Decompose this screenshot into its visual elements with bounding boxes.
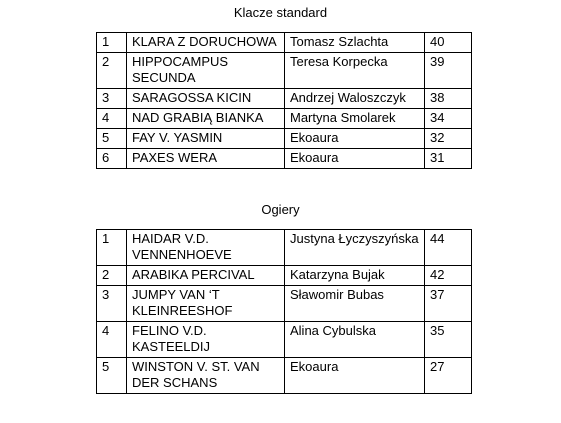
horse-name-cell: ARABIKA PERCIVAL (127, 266, 285, 286)
owner-cell: Teresa Korpecka (285, 53, 425, 89)
rank-cell: 3 (97, 286, 127, 322)
horse-name-cell: KLARA Z DORUCHOWA (127, 33, 285, 53)
rank-cell: 6 (97, 149, 127, 169)
section-title-stallions: Ogiery (261, 202, 300, 217)
results-table-mares (96, 32, 472, 169)
owner-cell: Katarzyna Bujak (285, 266, 425, 286)
table-row (97, 109, 472, 129)
rank-cell: 1 (97, 230, 127, 266)
owner-cell: Ekoaura (285, 149, 425, 169)
score-cell: 39 (425, 53, 472, 89)
owner-cell: Andrzej Waloszczyk (285, 89, 425, 109)
owner-cell: Martyna Smolarek (285, 109, 425, 129)
rank-cell: 4 (97, 322, 127, 358)
rank-cell: 4 (97, 109, 127, 129)
score-cell: 38 (425, 89, 472, 109)
table-row (97, 149, 472, 169)
owner-cell: Ekoaura (285, 129, 425, 149)
rank-cell: 5 (97, 129, 127, 149)
owner-cell: Tomasz Szlachta (285, 33, 425, 53)
rank-cell: 5 (97, 358, 127, 394)
horse-name-cell: HAIDAR V.D. VENNENHOEVE (127, 230, 285, 266)
horse-name-cell: NAD GRABIĄ BIANKA (127, 109, 285, 129)
owner-cell: Alina Cybulska (285, 322, 425, 358)
table-row (97, 129, 472, 149)
horse-name-cell: WINSTON V. ST. VAN DER SCHANS (127, 358, 285, 394)
table-row (97, 322, 472, 358)
score-cell: 31 (425, 149, 472, 169)
rank-cell: 2 (97, 266, 127, 286)
score-cell: 44 (425, 230, 472, 266)
table-row (97, 286, 472, 322)
owner-cell: Justyna Łyczyszyńska (285, 230, 425, 266)
horse-name-cell: HIPPOCAMPUS SECUNDA (127, 53, 285, 89)
score-cell: 34 (425, 109, 472, 129)
score-cell: 37 (425, 286, 472, 322)
score-cell: 32 (425, 129, 472, 149)
table-row (97, 33, 472, 53)
table-row (97, 89, 472, 109)
score-cell: 27 (425, 358, 472, 394)
owner-cell: Ekoaura (285, 358, 425, 394)
section-title-mares: Klacze standard (233, 5, 328, 20)
horse-name-cell: FELINO V.D. KASTEELDIJ (127, 322, 285, 358)
horse-name-cell: JUMPY VAN ‘T KLEINREESHOF (127, 286, 285, 322)
rank-cell: 1 (97, 33, 127, 53)
owner-cell: Sławomir Bubas (285, 286, 425, 322)
horse-name-cell: PAXES WERA (127, 149, 285, 169)
score-cell: 42 (425, 266, 472, 286)
rank-cell: 2 (97, 53, 127, 89)
results-table-stallions (96, 229, 472, 394)
table-row (97, 358, 472, 394)
score-cell: 40 (425, 33, 472, 53)
table-row (97, 266, 472, 286)
score-cell: 35 (425, 322, 472, 358)
horse-name-cell: FAY V. YASMIN (127, 129, 285, 149)
rank-cell: 3 (97, 89, 127, 109)
table-row (97, 230, 472, 266)
table-row (97, 53, 472, 89)
horse-name-cell: SARAGOSSA KICIN (127, 89, 285, 109)
